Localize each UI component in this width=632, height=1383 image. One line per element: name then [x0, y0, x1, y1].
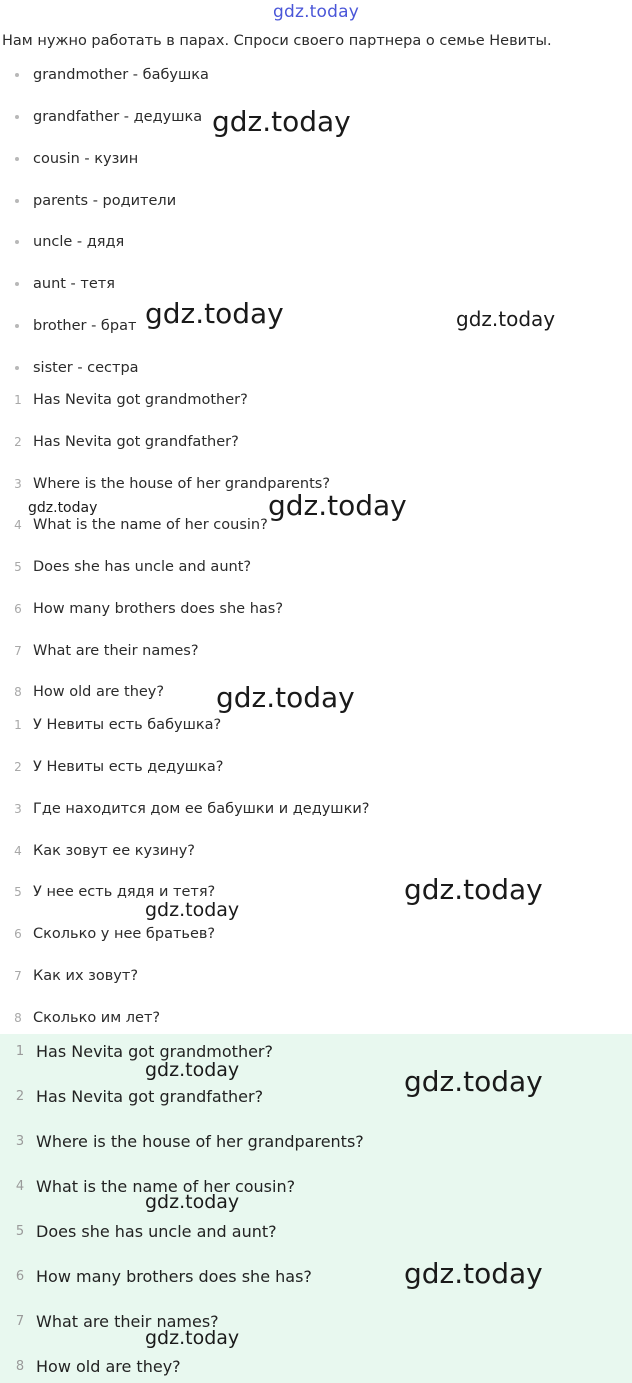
answer-number: 7 — [15, 1314, 25, 1329]
vocabulary-text: grandfather - дедушка — [33, 109, 203, 125]
watermark: gdz.today — [212, 105, 351, 138]
answer-number: 1 — [15, 1044, 25, 1059]
watermark: gdz.today — [145, 1059, 240, 1081]
question-number: 5 — [14, 560, 22, 574]
bullet-icon — [15, 240, 19, 244]
vocabulary-text: parents - родители — [33, 193, 177, 209]
bullet-icon — [15, 157, 19, 161]
translation-text: Где находится дом ее бабушки и дедушки? — [33, 801, 370, 817]
answer-number: 2 — [15, 1089, 25, 1104]
vocabulary-text: sister - сестра — [33, 360, 139, 376]
bullet-icon — [15, 73, 19, 77]
watermark: gdz.today — [216, 681, 355, 714]
answer-text: What is the name of her cousin? — [36, 1177, 296, 1196]
vocabulary-text: brother - брат — [33, 318, 137, 334]
answer-text: How old are they? — [36, 1357, 181, 1376]
translation-text: Сколько им лет? — [33, 1010, 161, 1026]
question-text: What are their names? — [33, 643, 199, 659]
question-number: 1 — [14, 393, 22, 407]
site-logo[interactable]: gdz.today — [272, 2, 360, 22]
question-number: 4 — [14, 518, 22, 532]
answer-number: 3 — [15, 1134, 25, 1149]
question-number: 7 — [14, 644, 22, 658]
watermark: gdz.today — [404, 1257, 543, 1290]
watermark: gdz.today — [145, 1327, 240, 1349]
vocabulary-text: uncle - дядя — [33, 234, 125, 250]
watermark: gdz.today — [404, 873, 543, 906]
vocabulary-text: cousin - кузин — [33, 151, 139, 167]
question-text: Has Nevita got grandmother? — [33, 392, 248, 408]
bullet-icon — [15, 366, 19, 370]
watermark: gdz.today — [268, 489, 407, 522]
bullet-icon — [15, 199, 19, 203]
translation-number: 6 — [14, 927, 22, 941]
translation-number: 5 — [14, 885, 22, 899]
watermark: gdz.today — [145, 899, 240, 921]
translation-text: У Невиты есть дедушка? — [33, 759, 224, 775]
watermark: gdz.today — [145, 297, 284, 330]
question-number: 8 — [14, 685, 22, 699]
answer-text: Where is the house of her grandparents? — [36, 1132, 364, 1151]
translation-number: 7 — [14, 969, 22, 983]
answer-number: 5 — [15, 1224, 25, 1239]
translation-number: 2 — [14, 760, 22, 774]
answer-text: Has Nevita got grandfather? — [36, 1087, 264, 1106]
answer-number: 8 — [15, 1359, 25, 1374]
question-number: 3 — [14, 477, 22, 491]
translation-number: 3 — [14, 802, 22, 816]
bullet-icon — [15, 115, 19, 119]
bullet-icon — [15, 282, 19, 286]
question-number: 6 — [14, 602, 22, 616]
task-instruction: Нам нужно работать в парах. Спроси своего партнера о семье Невиты. — [2, 33, 552, 49]
bullet-icon — [15, 324, 19, 328]
translation-number: 4 — [14, 844, 22, 858]
answer-text: How many brothers does she has? — [36, 1267, 312, 1286]
answer-text: Has Nevita got grandmother? — [36, 1042, 273, 1061]
translation-text: Как их зовут? — [33, 968, 139, 984]
question-text: Does she has uncle and aunt? — [33, 559, 252, 575]
translation-text: Как зовут ее кузину? — [33, 843, 195, 859]
vocabulary-text: aunt - тетя — [33, 276, 115, 292]
question-text: Where is the house of her grandparents? — [33, 476, 331, 492]
watermark: gdz.today — [456, 307, 556, 331]
translation-number: 8 — [14, 1011, 22, 1025]
watermark: gdz.today — [145, 1191, 240, 1213]
answer-number: 6 — [15, 1269, 25, 1284]
question-text: What is the name of her cousin? — [33, 517, 268, 533]
answer-text: What are their names? — [36, 1312, 219, 1331]
answer-text: Does she has uncle and aunt? — [36, 1222, 277, 1241]
question-text: How old are they? — [33, 684, 165, 700]
watermark: gdz.today — [28, 500, 98, 516]
question-text: How many brothers does she has? — [33, 601, 284, 617]
translation-text: У Невиты есть бабушка? — [33, 717, 222, 733]
translation-text: Сколько у нее братьев? — [33, 926, 216, 942]
watermark: gdz.today — [404, 1065, 543, 1098]
question-text: Has Nevita got grandfather? — [33, 434, 239, 450]
answer-number: 4 — [15, 1179, 25, 1194]
translation-number: 1 — [14, 718, 22, 732]
translation-text: У нее есть дядя и тетя? — [33, 884, 216, 900]
question-number: 2 — [14, 435, 22, 449]
vocabulary-text: grandmother - бабушка — [33, 67, 209, 83]
